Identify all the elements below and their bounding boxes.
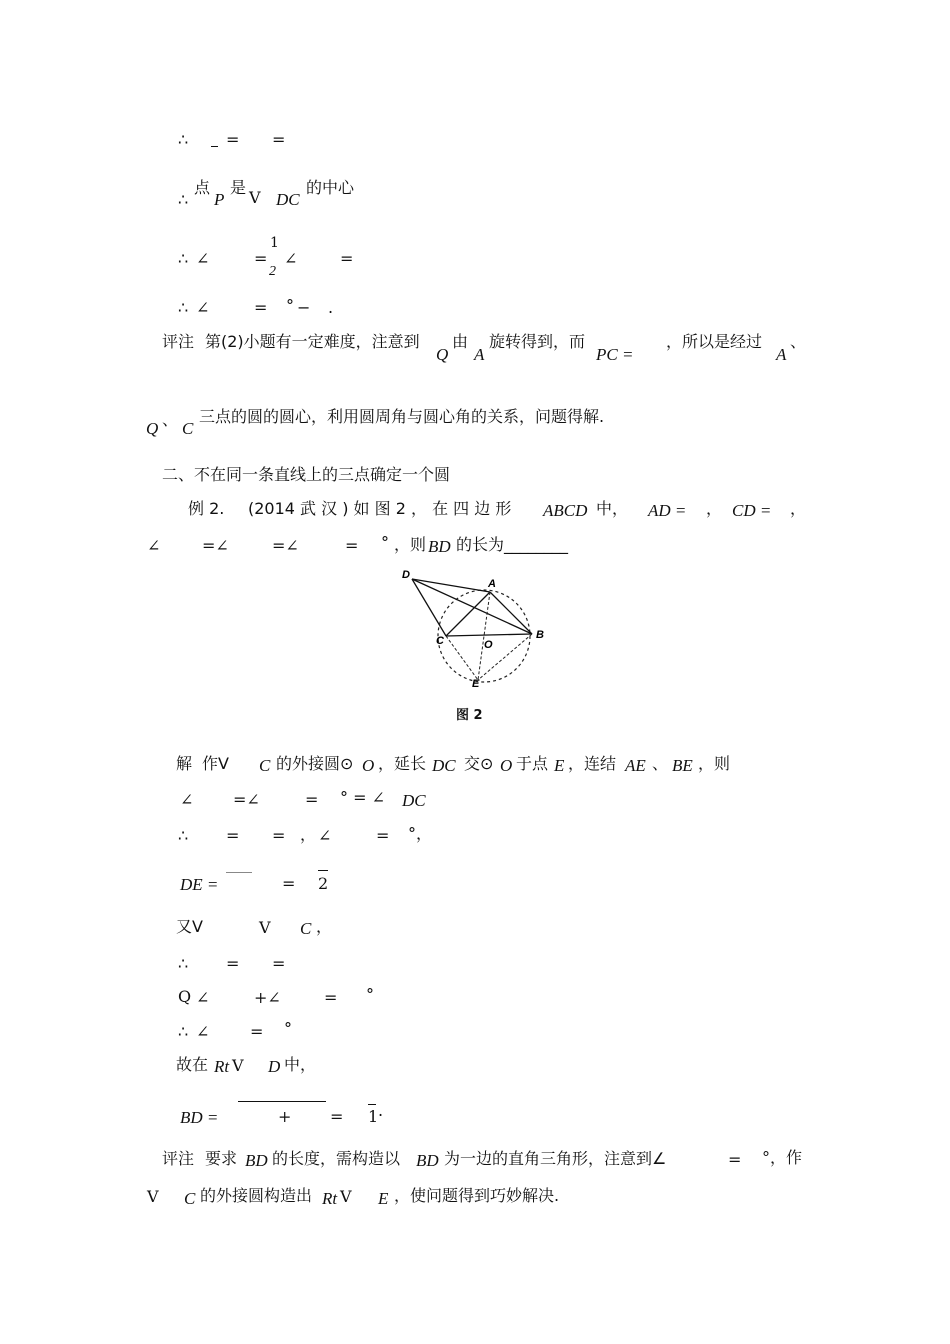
radical-bar bbox=[368, 1104, 376, 1105]
equals-sign: = bbox=[272, 954, 286, 973]
therefore-symbol: ∴ bbox=[178, 130, 189, 149]
question-blank: 的长为________ bbox=[456, 535, 569, 554]
label-D: D bbox=[402, 569, 410, 581]
comment-text: 要求 bbox=[205, 1149, 238, 1168]
therefore-symbol: ∴ bbox=[178, 298, 189, 317]
comment-text: 三点的圆的圆心，利用圆周角与圆心角的关系，问题得解. bbox=[199, 407, 605, 426]
text-shi: 是 bbox=[230, 178, 247, 197]
var-BD: BD bbox=[416, 1151, 439, 1170]
degree-symbol: ° bbox=[284, 1019, 292, 1038]
var-A: A bbox=[474, 345, 485, 364]
var-P: P bbox=[214, 190, 225, 209]
therefore-symbol: ∴ bbox=[178, 954, 189, 973]
segment-ab bbox=[490, 592, 532, 634]
number-1: 1 bbox=[368, 1107, 379, 1126]
therefore-symbol: ∴ bbox=[178, 249, 189, 268]
angle-symbol: ∠ bbox=[284, 249, 298, 268]
segment-ce bbox=[446, 636, 478, 680]
comment-text: 第(2)小题有一定难度，注意到 bbox=[205, 332, 420, 351]
radical-bar bbox=[238, 1101, 326, 1102]
fraction-denominator: 2 bbox=[269, 264, 276, 279]
equals-sign: = bbox=[345, 536, 359, 555]
degree-symbol: ° bbox=[286, 296, 294, 315]
example-source: (2014 武 汉 ) 如 图 2 ， 在 四 边 形 bbox=[248, 499, 512, 518]
equals-angle: =∠ bbox=[202, 536, 229, 555]
solution-text: ，延长 bbox=[378, 754, 427, 773]
angle-symbol: ∠ bbox=[318, 826, 332, 845]
label-C: C bbox=[436, 635, 444, 647]
solution-text: ，则 bbox=[698, 754, 731, 773]
var-ABCD: ABCD bbox=[543, 501, 588, 520]
label-B: B bbox=[536, 629, 544, 641]
triangle-symbol: V bbox=[232, 1056, 244, 1075]
solution-label: 解 bbox=[176, 754, 193, 773]
equals-sign: = bbox=[272, 826, 286, 845]
var-DE: DE = bbox=[180, 875, 219, 894]
angle-symbol: ∠ bbox=[196, 249, 210, 268]
angle-symbol: ∠ bbox=[180, 790, 194, 809]
triangle-symbol: V bbox=[249, 188, 261, 207]
text-you: 由 bbox=[452, 332, 469, 351]
text-zhong: 中， bbox=[284, 1055, 317, 1074]
var-BD: BD bbox=[428, 537, 451, 556]
minus-sign: − bbox=[297, 298, 311, 317]
var-Q: Q bbox=[436, 345, 449, 364]
solution-text: 作V bbox=[202, 754, 229, 773]
period: . bbox=[378, 1101, 384, 1120]
var-AD: AD = bbox=[648, 501, 687, 520]
text-ze: ，则 bbox=[394, 535, 427, 554]
equals-sign: = bbox=[226, 130, 240, 149]
equals-sign: = bbox=[250, 1022, 264, 1041]
plus-angle: +∠ bbox=[254, 988, 281, 1007]
var-BD: BD = bbox=[180, 1108, 219, 1127]
var-C: C bbox=[300, 919, 312, 938]
solution-text: 故在 bbox=[176, 1055, 209, 1074]
var-PC: PC = bbox=[596, 345, 634, 364]
segment-cb bbox=[446, 634, 532, 636]
degree-text: °，作 bbox=[762, 1148, 803, 1167]
equals-sign: = bbox=[330, 1107, 344, 1126]
equals-sign: = bbox=[226, 954, 240, 973]
equals-angle: =∠ bbox=[233, 790, 260, 809]
var-Rt: Rt bbox=[322, 1189, 338, 1208]
equals-sign: = bbox=[376, 826, 390, 845]
therefore-symbol: ∴ bbox=[178, 826, 189, 845]
example-label: 例 2. bbox=[188, 499, 225, 518]
solution-text: 的外接圆⊙ bbox=[276, 754, 354, 773]
degree-equals-angle: ° = ∠ bbox=[340, 788, 385, 807]
radical-bar bbox=[226, 872, 252, 873]
dun-comma: 、 bbox=[162, 410, 179, 429]
comma: ， bbox=[300, 825, 317, 844]
equals-sign: = bbox=[254, 298, 268, 317]
therefore-symbol: ∴ bbox=[178, 190, 189, 209]
comment-text: ，使问题得到巧妙解决. bbox=[394, 1186, 560, 1205]
angle-symbol: ∠ bbox=[196, 988, 210, 1007]
solution-text: ，连结 bbox=[568, 754, 617, 773]
equals-sign: = bbox=[340, 249, 354, 268]
degree-symbol: ° bbox=[381, 533, 389, 552]
comma: ， bbox=[316, 917, 333, 936]
comma: ， bbox=[706, 499, 723, 518]
text-dian: 点 bbox=[194, 178, 211, 197]
equals-sign: = bbox=[282, 874, 296, 893]
comment-text: 的长度，需构造以 bbox=[272, 1149, 401, 1168]
var-AE: AE bbox=[625, 756, 646, 775]
degree-symbol: ° bbox=[366, 985, 374, 1004]
var-E: E bbox=[554, 756, 565, 775]
comment-text: 的外接圆构造出 bbox=[200, 1186, 313, 1205]
solution-text: 交⊙ bbox=[464, 754, 494, 773]
var-C: C bbox=[184, 1189, 196, 1208]
text-zhong: 中， bbox=[596, 499, 629, 518]
angle-symbol: ∠ bbox=[196, 298, 210, 317]
comment-label: 评注 bbox=[162, 332, 195, 351]
var-O: O bbox=[500, 756, 513, 775]
because-symbol: Q bbox=[178, 987, 192, 1006]
blank-mark bbox=[211, 146, 218, 147]
dun-comma: 、 bbox=[790, 332, 807, 351]
equals-sign: = bbox=[226, 826, 240, 845]
figure-caption: 图 2 bbox=[456, 708, 483, 723]
var-CD: CD = bbox=[732, 501, 772, 520]
var-Rt: Rt bbox=[214, 1057, 230, 1076]
comment-label: 评注 bbox=[162, 1149, 195, 1168]
segment-dc bbox=[412, 579, 446, 636]
equals-sign: = bbox=[272, 130, 286, 149]
fraction-numerator: 1 bbox=[270, 235, 279, 251]
comma: ， bbox=[790, 499, 807, 518]
var-DC: DC bbox=[276, 190, 300, 209]
equals-sign: = bbox=[728, 1150, 742, 1169]
var-E: E bbox=[378, 1189, 389, 1208]
radical-bar bbox=[318, 870, 328, 871]
triangle-symbol: V bbox=[147, 1187, 159, 1206]
label-A: A bbox=[488, 578, 496, 590]
label-O: O bbox=[484, 639, 493, 651]
var-DC: DC bbox=[432, 756, 456, 775]
equals-sign: = bbox=[324, 988, 338, 1007]
var-D: D bbox=[268, 1057, 281, 1076]
therefore-symbol: ∴ bbox=[178, 1022, 189, 1041]
triangle-symbol: V bbox=[259, 918, 271, 937]
label-E: E bbox=[472, 678, 480, 688]
period: . bbox=[328, 298, 334, 317]
degree-symbol: °， bbox=[408, 824, 433, 843]
var-Q: Q bbox=[146, 419, 159, 438]
angle-symbol: ∠ bbox=[196, 1022, 210, 1041]
comment-text: 为一边的直角三角形，注意到∠ bbox=[444, 1149, 667, 1168]
equals-sign: = bbox=[305, 790, 319, 809]
segment-da bbox=[412, 579, 490, 592]
var-C: C bbox=[259, 756, 271, 775]
text-zhongxin: 的中心 bbox=[306, 178, 355, 197]
var-O: O bbox=[362, 756, 375, 775]
segment-ae bbox=[478, 592, 490, 680]
comment-text: 旋转得到，而 bbox=[489, 332, 586, 351]
triangle-symbol: V bbox=[340, 1187, 352, 1206]
solution-text: 于点 bbox=[516, 754, 549, 773]
var-C: C bbox=[182, 419, 194, 438]
text-you: 又V bbox=[176, 917, 203, 936]
number-2: 2 bbox=[318, 874, 329, 893]
dun-comma: 、 bbox=[652, 754, 669, 773]
section-title: 二、不在同一条直线上的三点确定一个圆 bbox=[162, 465, 451, 484]
var-BD: BD bbox=[245, 1151, 268, 1170]
segment-db bbox=[412, 579, 532, 634]
var-A: A bbox=[776, 345, 787, 364]
equals-sign: = bbox=[254, 249, 268, 268]
segment-ca bbox=[446, 592, 490, 636]
plus-sign: + bbox=[278, 1107, 292, 1126]
angle-symbol: ∠ bbox=[147, 536, 161, 555]
var-DC: DC bbox=[402, 791, 426, 810]
geometry-figure bbox=[398, 566, 558, 688]
var-BE: BE bbox=[672, 756, 693, 775]
equals-angle: =∠ bbox=[272, 536, 299, 555]
comment-text: ，所以是经过 bbox=[666, 332, 763, 351]
